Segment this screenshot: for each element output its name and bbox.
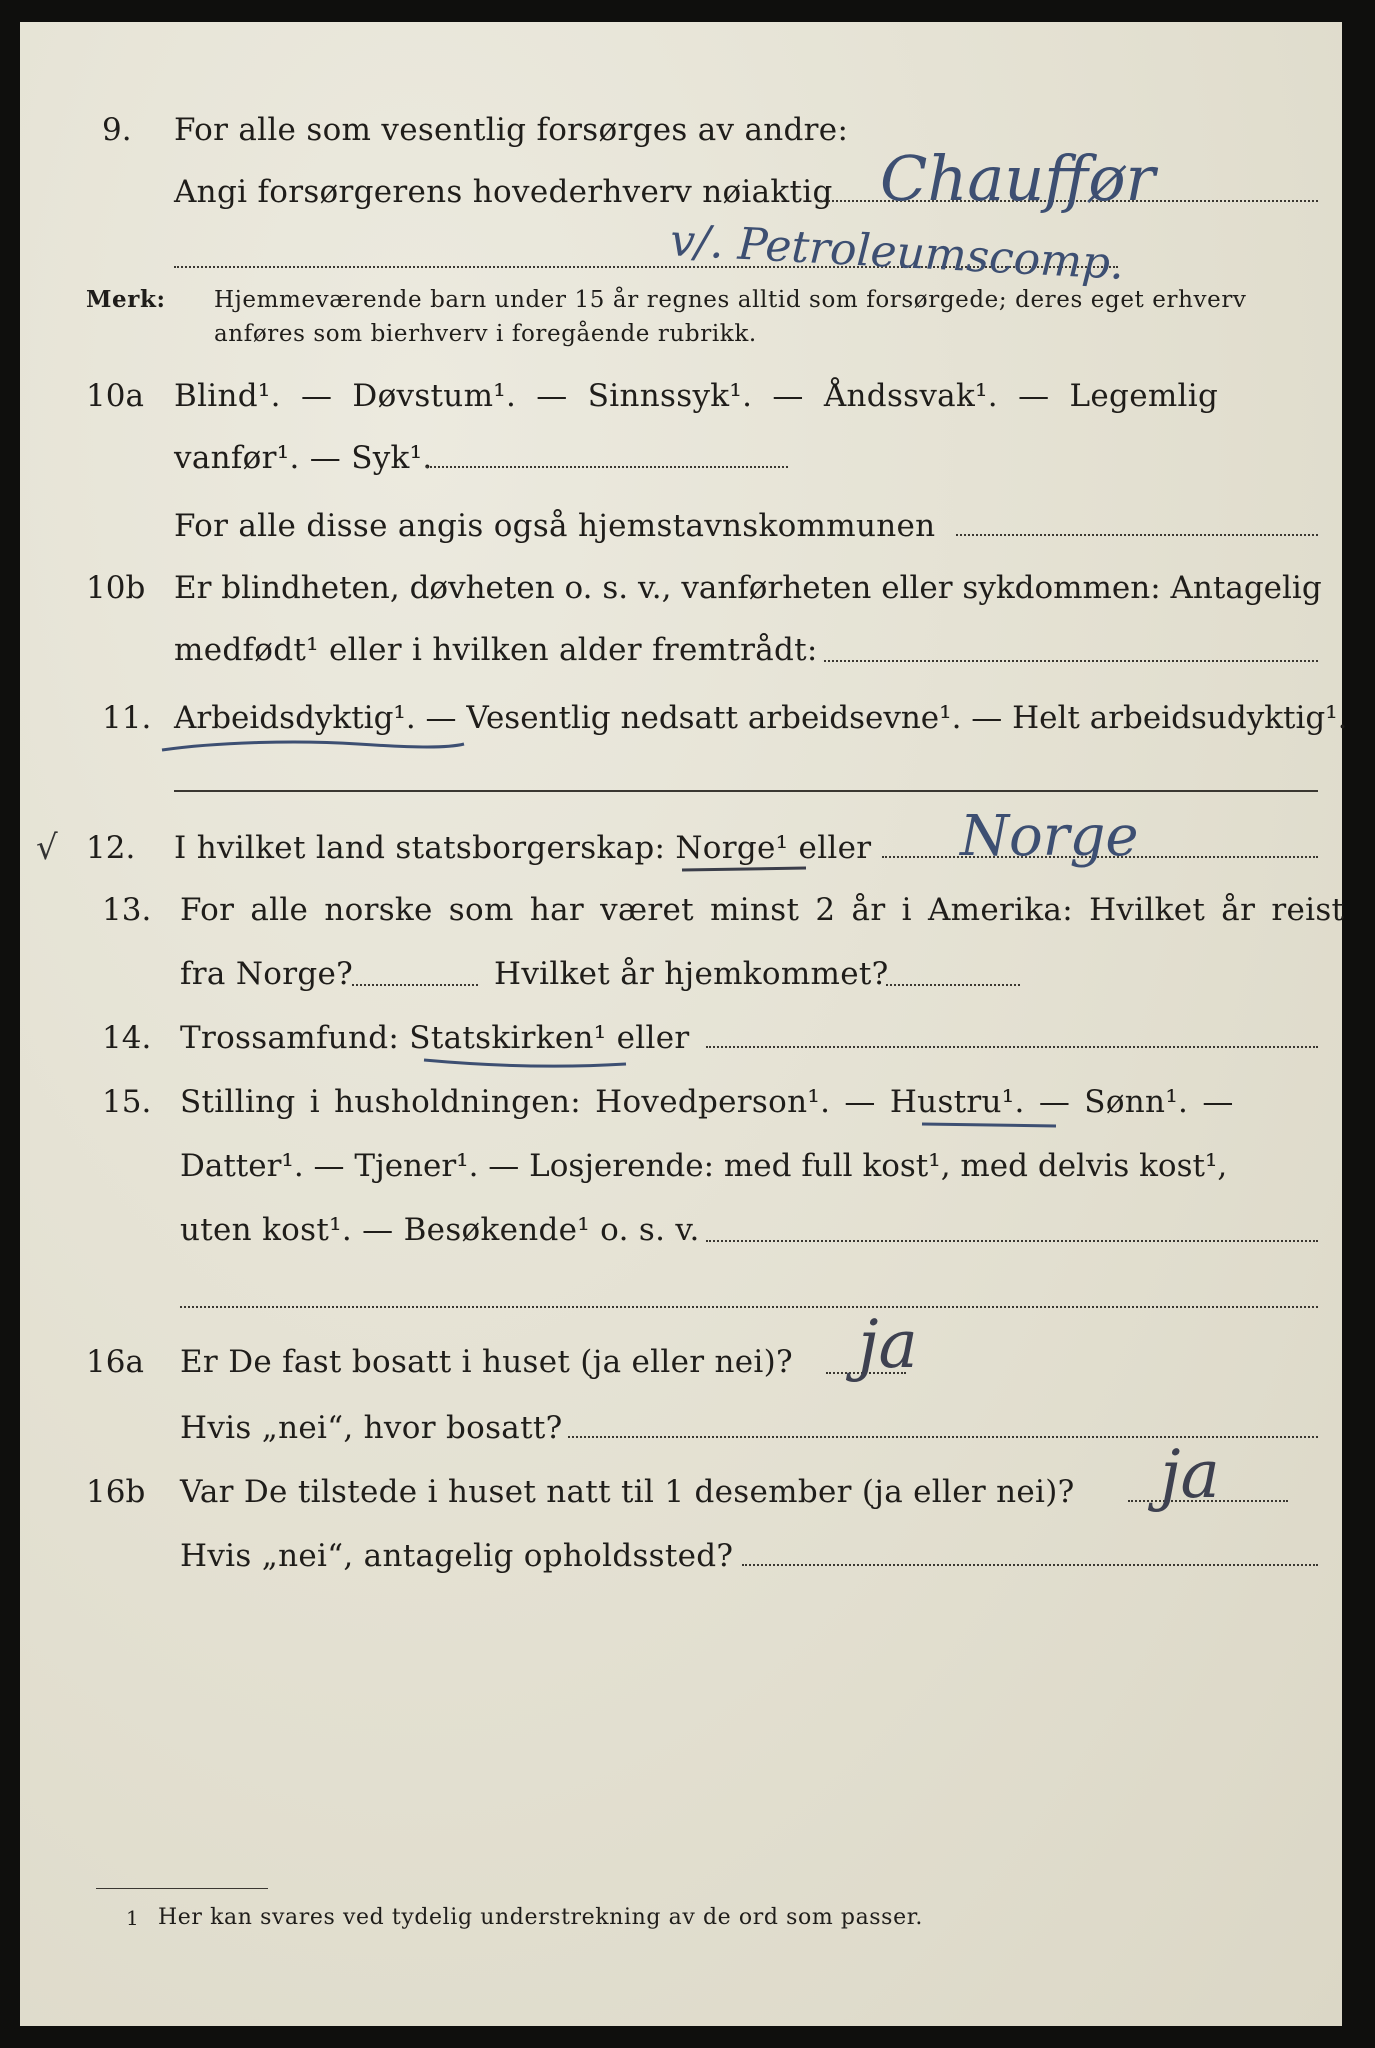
q14-trossamfund-dots: [706, 1046, 1318, 1048]
q15-number: 15.: [102, 1084, 152, 1120]
footnote-marker: 1: [126, 1906, 140, 1930]
q10a-line1: Blind¹. — Døvstum¹. — Sinnssyk¹. — Åndssvak¹. — Legemlig: [174, 378, 1219, 414]
q15-underline-hustru: [920, 1118, 1060, 1132]
q10b-line2: medfødt¹ eller i hvilken alder fremtrådt:: [174, 632, 818, 668]
footnote-text: Her kan svares ved tydelig understrekning av de ord som passer.: [158, 1905, 923, 1930]
q10a-line2: vanfør¹. — Syk¹.: [174, 440, 433, 476]
q9-handwritten-answer1: Chauffør: [880, 142, 1156, 215]
q9-line2: Angi forsørgerens hovederhverv nøiaktig: [174, 174, 833, 210]
q10a-syk-dots: [426, 466, 788, 468]
q15-extra-dots: [180, 1306, 1318, 1308]
q14-underline-statskirken: [420, 1052, 630, 1072]
q11-number: 11.: [102, 700, 152, 736]
q13-line2a: fra Norge?: [180, 956, 354, 992]
q16b-opholdssted-dots: [742, 1564, 1318, 1566]
merk-label: Merk:: [86, 286, 166, 313]
q12-line1: I hvilket land statsborgerskap: Norge¹ eller: [174, 830, 872, 866]
q11-underline-arbeidsdyktig: [158, 734, 468, 758]
q16a-line1: Er De fast bosatt i huset (ja eller nei)?: [180, 1344, 793, 1380]
q16b-line1: Var De tilstede i huset natt til 1 desember (ja eller nei)?: [180, 1474, 1075, 1510]
q16b-line2: Hvis „nei“, antagelig opholdssted?: [180, 1538, 734, 1574]
merk-line2: anføres som bierhverv i foregående rubrikk.: [214, 321, 757, 347]
q16b-handwritten-answer: ja: [1160, 1436, 1220, 1513]
q10a-kommune-dots: [956, 534, 1318, 536]
q13-line2b: Hvilket år hjemkommet?: [494, 956, 889, 992]
footnote-rule: [96, 1888, 268, 1889]
q13-reist-dots: [352, 984, 478, 986]
census-form-page: [20, 22, 1348, 2026]
q15-besokende-dots: [706, 1240, 1318, 1242]
q11-separator-rule: [174, 790, 1318, 792]
q14-number: 14.: [102, 1020, 152, 1056]
q10a-number: 10a: [86, 378, 144, 414]
q11-line1: Arbeidsdyktig¹. — Vesentlig nedsatt arbeidsevne¹. — Helt arbeidsudyktig¹.: [174, 700, 1348, 736]
q9-number: 9.: [102, 112, 132, 148]
q16a-number: 16a: [86, 1344, 144, 1380]
q15-line3: uten kost¹. — Besøkende¹ o. s. v.: [180, 1212, 700, 1248]
q10b-line1: Er blindheten, døvheten o. s. v., vanførheten eller sykdommen: Antagelig: [174, 570, 1322, 606]
q13-hjemkommet-dots: [886, 984, 1020, 986]
q9-line1: For alle som vesentlig forsørges av andre:: [174, 112, 849, 148]
q9-handwritten-answer2: v/. Petroleumscomp.: [668, 215, 1126, 290]
q16b-number: 16b: [86, 1474, 146, 1510]
q13-line1: For alle norske som har været minst 2 år i Amerika: Hvilket år reist: [180, 892, 1345, 928]
q13-number: 13.: [102, 892, 152, 928]
q10b-number: 10b: [86, 570, 146, 606]
q12-number: 12.: [86, 830, 136, 866]
q15-line2: Datter¹. — Tjener¹. — Losjerende: med full kost¹, med delvis kost¹,: [180, 1148, 1228, 1184]
q15-line1: Stilling i husholdningen: Hovedperson¹. — Hustru¹. — Sønn¹. —: [180, 1084, 1234, 1120]
q10a-line3: For alle disse angis også hjemstavnskommunen: [174, 508, 936, 544]
q12-handwritten-answer: Norge: [960, 804, 1139, 869]
q14-line1: Trossamfund: Statskirken¹ eller: [180, 1020, 690, 1056]
q16a-handwritten-answer: ja: [858, 1306, 918, 1383]
q10b-alder-dots: [824, 660, 1318, 662]
merk-line1: Hjemmeværende barn under 15 år regnes alltid som forsørgede; deres eget erhverv: [214, 287, 1247, 313]
q12-check-icon: √: [36, 828, 58, 868]
q12-underline-norge: [680, 862, 810, 876]
q16a-line2: Hvis „nei“, hvor bosatt?: [180, 1410, 563, 1446]
